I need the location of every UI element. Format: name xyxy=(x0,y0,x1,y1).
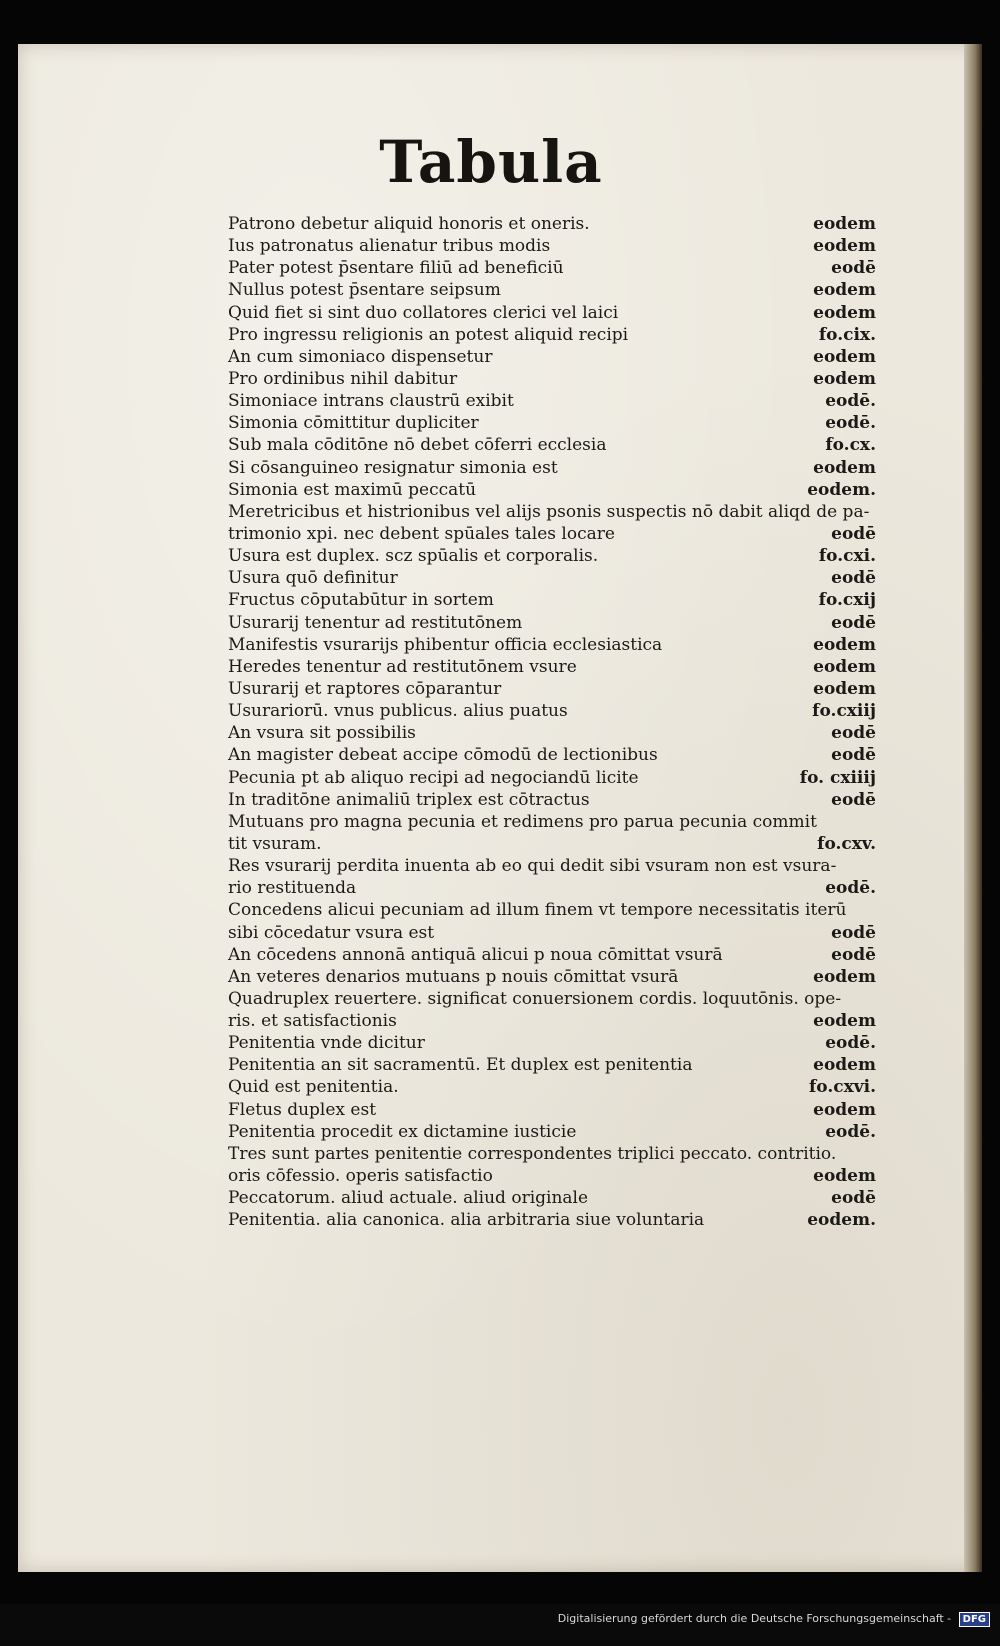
index-entry xyxy=(228,302,876,324)
entry-folio-reference: eodē xyxy=(831,723,876,744)
index-entry xyxy=(228,235,876,257)
entry-folio-reference: eodem xyxy=(813,214,876,234)
entry-text: Simonia est maximū peccatū xyxy=(228,479,477,500)
index-entry xyxy=(228,944,876,966)
entry-folio-reference: eodem xyxy=(813,346,876,367)
entry-folio-reference: eodē. xyxy=(825,878,876,899)
entry-folio-reference: eodem xyxy=(813,656,876,677)
index-entry xyxy=(228,257,876,279)
entry-folio-reference: eodē. xyxy=(825,413,876,434)
entry-folio-reference: eodē xyxy=(831,922,876,943)
entry-text: Heredes tenentur ad restitutōnem vsure xyxy=(228,656,577,677)
entry-text: Quadruplex reuertere. significat conuersionem cordis. loquutōnis. ope- xyxy=(228,988,842,1009)
index-entry xyxy=(228,545,876,567)
entry-text: Si cōsanguineo resignatur simonia est xyxy=(228,457,558,478)
entry-folio-reference: eodem xyxy=(813,302,876,323)
index-entry xyxy=(228,722,876,744)
index-entry xyxy=(228,1165,876,1187)
entry-text: Pecunia pt ab aliquo recipi ad negociandū licite xyxy=(228,767,639,788)
entry-folio-reference: eodem xyxy=(813,368,876,389)
entry-text: Pro ingressu religionis an potest aliquid recipi xyxy=(228,324,629,345)
entry-folio-reference: eodē. xyxy=(825,1121,876,1142)
index-entry xyxy=(228,833,876,855)
entry-text: Pater potest p̄sentare filiū ad beneficiū xyxy=(228,258,564,279)
entry-folio-reference: eodē xyxy=(831,789,876,810)
entry-text: An cum simoniaco dispensetur xyxy=(228,346,493,367)
entry-text: Fletus duplex est xyxy=(228,1099,377,1120)
index-entry xyxy=(228,789,876,811)
index-entry xyxy=(228,213,876,235)
entry-folio-reference: fo.cxvi. xyxy=(808,1077,876,1098)
entry-text: Usurarij tenentur ad restitutōnem xyxy=(228,612,523,633)
index-entry xyxy=(228,457,876,479)
entry-text: An magister debeat accipe cōmodū de lectionibus xyxy=(228,745,658,766)
digitization-credit xyxy=(558,1612,990,1627)
entry-text: Pro ordinibus nihil dabitur xyxy=(228,368,458,389)
index-entry xyxy=(228,412,876,434)
entry-folio-reference: eodem xyxy=(813,966,876,987)
entry-folio-reference: eodē xyxy=(831,745,876,766)
entry-text: Penitentia an sit sacramentū. Et duplex est penitentia xyxy=(228,1055,693,1076)
index-entry xyxy=(228,899,876,921)
entry-folio-reference: eodem xyxy=(813,1011,876,1032)
index-entry xyxy=(228,324,876,346)
index-entry xyxy=(228,479,876,501)
entry-text: Fructus cōputabūtur in sortem xyxy=(228,590,494,611)
entry-text: Simonia cōmittitur dupliciter xyxy=(228,413,479,434)
entry-text: Usurariorū. vnus publicus. alius puatus xyxy=(228,701,568,722)
entry-text: tit vsuram. xyxy=(228,833,322,854)
entry-folio-reference: eodē. xyxy=(825,1033,876,1054)
entry-text: Manifestis vsurarijs phibentur officia ecclesiastica xyxy=(228,634,663,655)
entry-text: Concedens alicui pecuniam ad illum finem vt tempore necessitatis iterū xyxy=(228,900,847,921)
entry-folio-reference: eodem xyxy=(813,1166,876,1187)
index-entry xyxy=(228,767,876,789)
entry-folio-reference: eodem xyxy=(813,1055,876,1076)
entry-text: Meretricibus et histrionibus vel alijs psonis suspectis nō dabit aliqd de pa- xyxy=(228,501,870,522)
index-entry xyxy=(228,1143,876,1165)
index-entry xyxy=(228,1032,876,1054)
entry-text: sibi cōcedatur vsura est xyxy=(228,922,435,943)
entry-text: An cōcedens annonā antiquā alicui p noua cōmittat vsurā xyxy=(228,944,723,965)
index-entry xyxy=(228,656,876,678)
entry-folio-reference: fo.cxij xyxy=(818,590,876,611)
entry-text: Quid fiet si sint duo collatores clerici vel laici xyxy=(228,302,619,323)
entry-folio-reference: fo.cxv. xyxy=(817,833,876,854)
entry-text: Penitentia. alia canonica. alia arbitraria siue voluntaria xyxy=(228,1210,705,1231)
index-entry xyxy=(228,811,876,833)
index-entry xyxy=(228,567,876,589)
index-entry xyxy=(228,346,876,368)
index-entry xyxy=(228,1099,876,1121)
entry-text: Usura quō definitur xyxy=(228,568,398,589)
index-entry xyxy=(228,634,876,656)
entry-text: Usura est duplex. scz spūalis et corporalis. xyxy=(228,546,599,567)
index-entry xyxy=(228,1010,876,1032)
index-entry xyxy=(228,1209,876,1231)
entry-folio-reference: eodem xyxy=(813,1099,876,1120)
index-entry xyxy=(228,922,876,944)
entry-folio-reference: eodē xyxy=(831,612,876,633)
entry-folio-reference: eodem xyxy=(813,280,876,301)
entry-text: ris. et satisfactionis xyxy=(228,1011,397,1032)
entry-text: oris cōfessio. operis satisfactio xyxy=(228,1166,493,1187)
entry-text: Peccatorum. aliud actuale. aliud originale xyxy=(228,1188,589,1209)
entry-folio-reference: fo.cix. xyxy=(818,324,876,345)
entry-text: Mutuans pro magna pecunia et redimens pro parua pecunia commit xyxy=(228,811,817,832)
entry-text: Res vsurarij perdita inuenta ab eo qui dedit sibi vsuram non est vsura- xyxy=(228,856,837,877)
entry-text: Usurarij et raptores cōparantur xyxy=(228,678,502,699)
page-title: Tabula xyxy=(379,128,603,196)
index-entry xyxy=(228,1121,876,1143)
entry-folio-reference: eodem xyxy=(813,634,876,655)
entry-folio-reference: eodem xyxy=(813,457,876,478)
entry-folio-reference: eodem. xyxy=(807,479,876,500)
page-edge xyxy=(964,44,982,1572)
index-entry xyxy=(228,523,876,545)
index-entry xyxy=(228,434,876,456)
entry-text: Penitentia vnde dicitur xyxy=(228,1033,425,1054)
index-entry xyxy=(228,368,876,390)
index-list xyxy=(228,213,876,1231)
index-entry xyxy=(228,855,876,877)
entry-text: Ius patronatus alienatur tribus modis xyxy=(228,236,551,257)
index-entry xyxy=(228,700,876,722)
credit-text: Digitalisierung gefördert durch die Deutsche Forschungsgemeinschaft - xyxy=(557,1612,952,1625)
index-entry xyxy=(228,877,876,899)
index-entry xyxy=(228,678,876,700)
entry-folio-reference: eodē xyxy=(831,944,876,965)
entry-text: Nullus potest p̄sentare seipsum xyxy=(228,280,501,301)
index-entry xyxy=(228,390,876,412)
entry-folio-reference: eodē xyxy=(831,1188,876,1209)
entry-text: Penitentia procedit ex dictamine iusticie xyxy=(228,1121,577,1142)
index-entry xyxy=(228,988,876,1010)
entry-text: trimonio xpi. nec debent spūales tales locare xyxy=(228,523,615,544)
entry-folio-reference: eodē. xyxy=(825,391,876,412)
entry-folio-reference: eodem. xyxy=(807,1210,876,1231)
index-entry xyxy=(228,1054,876,1076)
entry-text: Tres sunt partes penitentie correspondentes triplici peccato. contritio. xyxy=(228,1143,837,1164)
entry-folio-reference: eodē xyxy=(831,258,876,279)
entry-folio-reference: fo.cxi. xyxy=(818,546,876,567)
entry-folio-reference: eodē xyxy=(831,568,876,589)
entry-folio-reference: fo. cxiiij xyxy=(799,767,876,788)
entry-text: In traditōne animaliū triplex est cōtractus xyxy=(228,789,590,810)
entry-text: Patrono debetur aliquid honoris et oneris. xyxy=(228,214,590,234)
entry-folio-reference: eodem xyxy=(813,678,876,699)
entry-text: Sub mala cōditōne nō debet cōferri ecclesia xyxy=(228,435,607,456)
index-entry xyxy=(228,1187,876,1209)
entry-text: rio restituenda xyxy=(228,878,357,899)
index-entry xyxy=(228,501,876,523)
index-entry xyxy=(228,1076,876,1098)
entry-folio-reference: eodem xyxy=(813,236,876,257)
entry-folio-reference: fo.cxiij xyxy=(812,701,876,722)
index-entry xyxy=(228,279,876,301)
entry-folio-reference: eodē xyxy=(831,523,876,544)
index-entry xyxy=(228,744,876,766)
entry-text: An veteres denarios mutuans p nouis cōmittat vsurā xyxy=(228,966,679,987)
entry-text: Simoniace intrans claustrū exibit xyxy=(228,391,514,412)
dfg-logo: DFG xyxy=(959,1612,990,1627)
entry-text: Quid est penitentia. xyxy=(228,1077,399,1098)
entry-text: An vsura sit possibilis xyxy=(228,723,416,744)
index-entry xyxy=(228,612,876,634)
index-entry xyxy=(228,589,876,611)
entry-folio-reference: fo.cx. xyxy=(825,435,876,456)
index-entry xyxy=(228,966,876,988)
